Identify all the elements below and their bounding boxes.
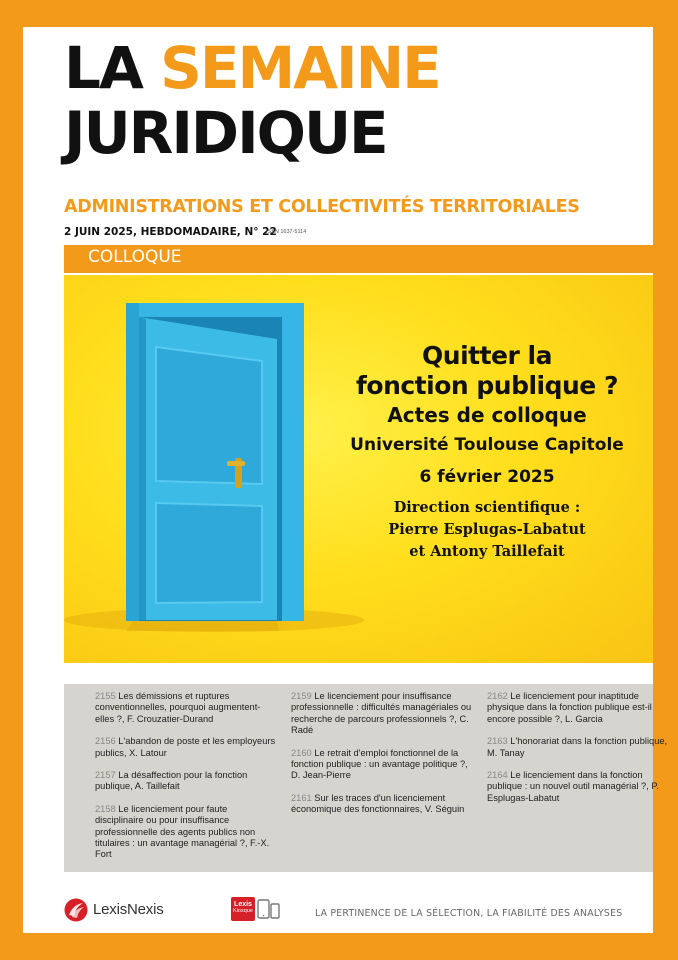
toc-item[interactable] [291,793,474,816]
edition-subtitle: ADMINISTRATIONS ET COLLECTIVITÉS TERRITORIALES [64,197,580,217]
toc-item[interactable] [95,736,278,759]
lexisnexis-brand[interactable]: LexisNexis [93,901,164,918]
toc-number: 2155 [95,691,116,701]
toc-item[interactable] [95,770,278,793]
hero-text-block [332,341,642,563]
orange-tab [653,663,678,683]
toc-text: Sur les traces d'un licenciement économique des fonctionnaires, V. Séguin [291,792,465,815]
toc-text: Le licenciement pour insuffisance professionnelle : difficultés managériales ou recherche de parcours professionnels ?, C. Radé [291,691,472,736]
toc-item[interactable] [95,691,278,725]
footer-tagline: LA PERTINENCE DE LA SÉLECTION, LA FIABILITÉ DES ANALYSES [315,908,623,919]
toc-text: Les démissions et ruptures conventionnelles, pourquoi augmentent-elles ?, F. Crouzatier-Durand [95,691,261,724]
masthead-word-la: LA [64,34,142,102]
door-frame-top [126,303,304,317]
hero-line-date: 6 février 2025 [419,467,555,487]
toc-number: 2157 [95,770,116,781]
toc-number: 2160 [291,747,312,758]
door-frame-left [126,303,139,621]
direction-label: Direction scientifique : [393,499,581,516]
hero-line-actes: Actes de colloque [387,403,587,427]
toc-column-1 [95,691,278,872]
toc-number: 2162 [487,691,508,701]
toc-item[interactable] [291,748,474,782]
door-frame-right [282,303,304,621]
kiosque-line2: Kiosque [233,908,253,914]
toc-number: 2156 [95,736,116,747]
toc-item[interactable] [487,736,670,759]
section-label: COLLOQUE [88,247,182,267]
toc-text: Le retrait d'emploi fonctionnel de la fonction publique : un avantage politique ?, D. Jean-Pierre [291,747,468,781]
toc-column-3 [487,691,670,815]
toc-text: Le licenciement pour inaptitude physique dans la fonction publique est-il encore possible ?, L. Garcia [487,691,652,724]
headline-line2: fonction publique ? [356,371,618,400]
issue-line: 2 JUIN 2025, HEBDOMADAIRE, N° 22 [64,226,277,238]
masthead-title-line1 [64,34,440,102]
toc-item[interactable] [487,691,670,725]
toc-number: 2164 [487,770,508,781]
toc-number: 2163 [487,736,508,747]
door-panel-upper [156,347,262,484]
toc-text: L'honorariat dans la fonction publique, M. Tanay [487,736,668,758]
toc-text: L'abandon de poste et les employeurs publics, X. Latour [95,736,276,758]
direction-names-1: Pierre Esplugas-Labatut [388,521,586,538]
issn: ISSN 1637-5114 [266,229,307,235]
toc-number: 2159 [291,691,312,701]
toc-number: 2161 [291,792,312,803]
door-panel-lower [156,503,262,603]
masthead-word-semaine: SEMAINE [160,34,440,102]
hero-line-universite: Université Toulouse Capitole [350,435,624,455]
toc-column-2 [291,691,474,827]
toc-text: La désaffection pour la fonction publique, A. Taillefait [95,770,248,792]
masthead-title-line2: JURIDIQUE [64,99,387,167]
toc-item[interactable] [291,691,474,737]
door-leaf-edge [139,317,146,620]
toc-text: Le licenciement dans la fonction publique : un nouvel outil managérial ?, P. Esplugas-Labatut [487,770,659,803]
devices-icon [257,897,281,921]
toc-item[interactable] [95,804,278,861]
headline-line1: Quitter la [422,341,552,370]
hero-image [64,275,653,663]
door-handle [227,461,245,466]
direction-names-2: et Antony Taillefait [409,543,565,560]
toc-item[interactable] [487,770,670,804]
table-of-contents [64,684,668,872]
lexis-kiosque-badge[interactable] [231,897,255,921]
door-floor-shadow [126,620,279,631]
lexisnexis-logo-icon [64,898,88,922]
kiosque-line1: Lexis [234,901,252,908]
toc-number: 2158 [95,803,116,814]
toc-text: Le licenciement pour faute disciplinaire ou pour insuffisance professionnelle des agents publics non titulaires : un avantage managérial ?, F.-X. Fort [95,803,270,860]
